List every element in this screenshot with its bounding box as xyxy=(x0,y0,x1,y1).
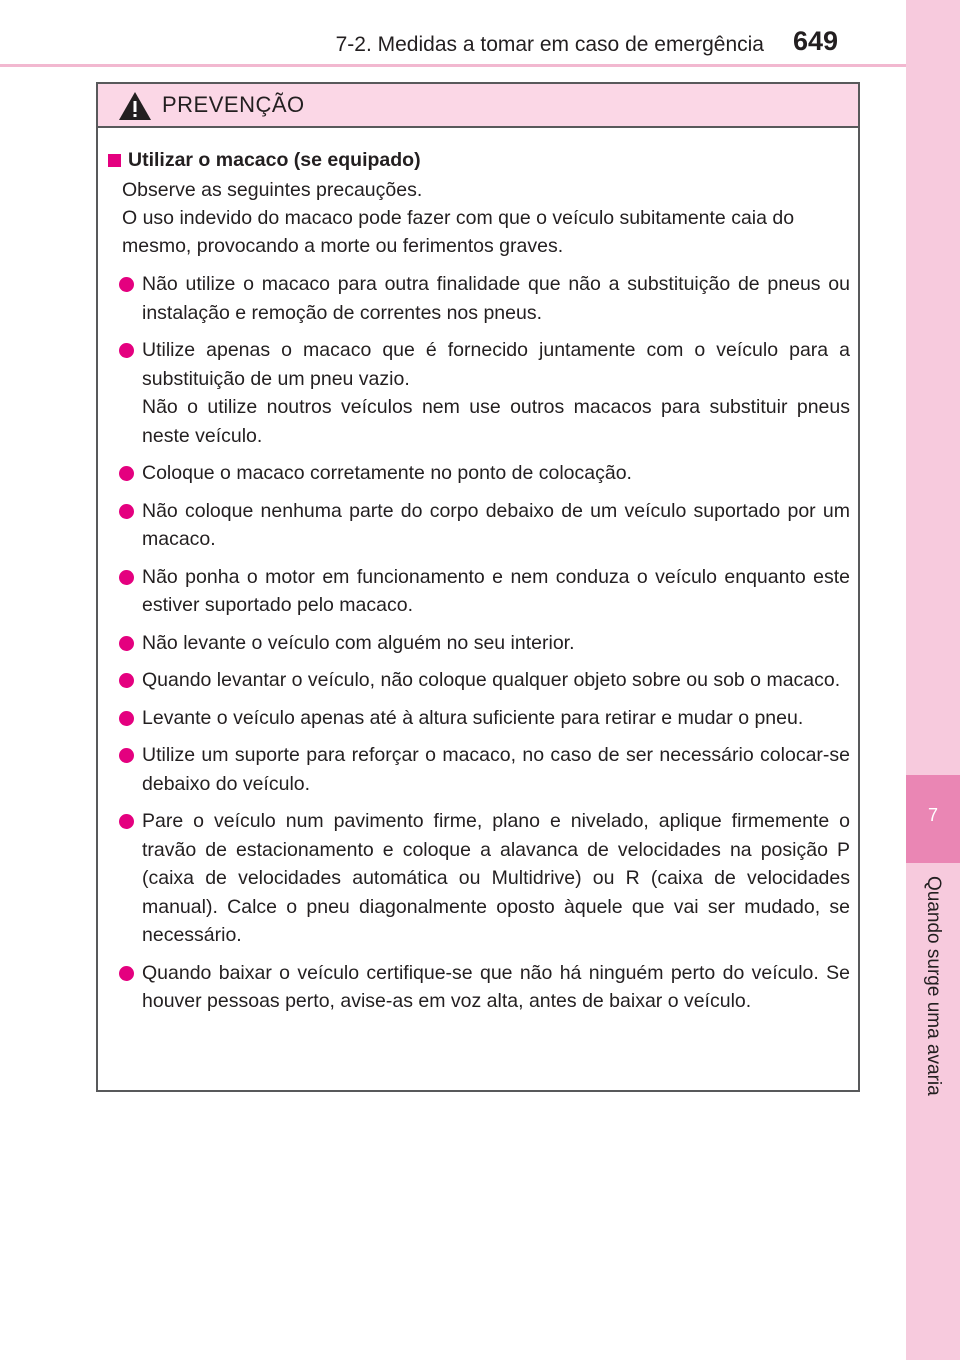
list-item-text: Não levante o veículo com alguém no seu interior. xyxy=(142,631,575,654)
list-item-text: Não ponha o motor em funcionamento e nem conduza o veículo enquanto este estiver suportado pelo macaco. xyxy=(142,565,850,616)
precaution-list xyxy=(108,270,850,1016)
list-item xyxy=(108,563,850,620)
square-bullet-icon xyxy=(108,154,121,167)
list-item xyxy=(108,336,850,450)
intro-text xyxy=(108,176,850,260)
circle-bullet-icon xyxy=(119,570,134,585)
circle-bullet-icon xyxy=(119,466,134,481)
warning-header xyxy=(98,84,858,128)
warning-triangle-icon xyxy=(118,91,152,121)
list-item-text: Pare o veículo num pavimento firme, plano e nivelado, aplique firmemente o travão de estacionamento e coloque a alavanca de velocidades na posição P (caixa de velocidades automática ou Multidrive) ou R (caixa de velocidades manual). Calce o pneu diagonalmente oposto àquele que vai ser mudado, se necessário. xyxy=(142,810,850,946)
list-item xyxy=(108,497,850,554)
section-heading-text: Utilizar o macaco (se equipado) xyxy=(128,149,421,171)
circle-bullet-icon xyxy=(119,504,134,519)
circle-bullet-icon xyxy=(119,966,134,981)
list-item xyxy=(108,666,850,695)
chapter-side-tab xyxy=(906,0,960,1360)
list-item-text: Não utilize o macaco para outra finalidade que não a substituição de pneus ou instalação e remoção de correntes nos pneus. xyxy=(142,273,850,324)
list-item-text: Não o utilize noutros veículos nem use outros macacos para substituir pneus neste veículo. xyxy=(142,396,850,447)
list-item xyxy=(108,459,850,488)
circle-bullet-icon xyxy=(119,673,134,688)
circle-bullet-icon xyxy=(119,711,134,726)
circle-bullet-icon xyxy=(119,814,134,829)
warning-content xyxy=(98,128,858,1016)
warning-title: PREVENÇÃO xyxy=(162,92,305,117)
list-item-text: Utilize apenas o macaco que é fornecido juntamente com o veículo para a substituição de um pneu vazio. xyxy=(142,339,850,390)
circle-bullet-icon xyxy=(119,636,134,651)
circle-bullet-icon xyxy=(119,277,134,292)
list-item xyxy=(108,270,850,327)
list-item-text: Utilize um suporte para reforçar o macaco, no caso de ser necessário colocar-se debaixo do veículo. xyxy=(142,744,850,795)
chapter-title-vertical xyxy=(906,876,960,1116)
list-item xyxy=(108,959,850,1016)
page-header xyxy=(0,0,906,64)
list-item-text: Coloque o macaco corretamente no ponto de colocação. xyxy=(142,462,632,484)
intro-line: O uso indevido do macaco pode fazer com que o veículo subitamente caia do mesmo, provocando a morte ou ferimentos graves. xyxy=(122,207,795,257)
intro-line: Observe as seguintes precauções. xyxy=(122,179,423,201)
list-item xyxy=(108,629,850,658)
list-item xyxy=(108,704,850,733)
list-item-text: Levante o veículo apenas até à altura suficiente para retirar e mudar o pneu. xyxy=(142,706,804,729)
chapter-number: 7 xyxy=(927,805,938,825)
list-item-text: Quando levantar o veículo, não coloque qualquer objeto sobre ou sob o macaco. xyxy=(142,669,841,691)
list-item-text: Não coloque nenhuma parte do corpo debaixo de um veículo suportado por um macaco. xyxy=(142,499,850,550)
header-section-title: 7-2. Medidas a tomar em caso de emergência xyxy=(335,33,764,56)
page-number: 649 xyxy=(792,26,838,56)
circle-bullet-icon xyxy=(119,343,134,358)
warning-box xyxy=(96,82,860,1092)
header-divider xyxy=(0,64,906,67)
section-heading xyxy=(108,146,850,174)
chapter-title: Quando surge uma avaria xyxy=(923,876,944,1096)
chapter-number-box xyxy=(906,775,960,863)
circle-bullet-icon xyxy=(119,748,134,763)
list-item xyxy=(108,807,850,950)
list-item xyxy=(108,741,850,798)
list-item-text: Quando baixar o veículo certifique-se que não há ninguém perto do veículo. Se houver pessoas perto, avise-as em voz alta, antes de baixar o veículo. xyxy=(142,961,850,1012)
